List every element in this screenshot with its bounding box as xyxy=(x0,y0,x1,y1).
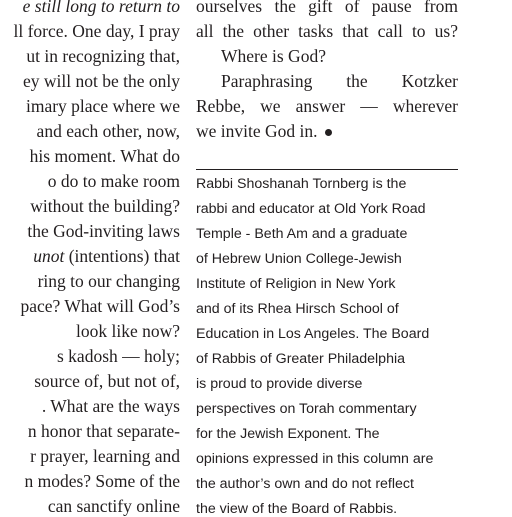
left-line-12: ring to our changing xyxy=(37,271,180,291)
left-line-14: look like now? xyxy=(75,321,180,341)
right-line-2: all the other tasks that call to us? xyxy=(196,21,458,41)
bio-line-3: Temple - Beth Am and a graduate xyxy=(196,226,408,242)
bio-line-9: is proud to provide diverse xyxy=(196,376,363,392)
bio-line-13: the author’s own and do not reflect xyxy=(196,476,414,492)
left-line-1 xyxy=(23,0,180,17)
right-line-1: ourselves the gift of pause from xyxy=(196,0,458,16)
bio-line-6: and of its Rhea Hirsch School of xyxy=(196,301,399,317)
left-line-20: n modes? Some of the xyxy=(24,471,180,491)
left-line-2: ll force. One day, I pray xyxy=(13,21,180,41)
right-line-6 xyxy=(196,121,332,142)
left-line-1-text: e still long to return to xyxy=(22,0,180,16)
left-line-6: and each other, now, xyxy=(36,121,180,141)
left-line-7: his moment. What do xyxy=(29,146,180,166)
bio-line-7: Education in Los Angeles. The Board xyxy=(196,326,430,342)
right-line-3: Where is God? xyxy=(221,46,326,66)
left-line-13: pace? What will God’s xyxy=(20,296,180,316)
bio-line-14: the view of the Board of Rabbis. xyxy=(196,501,398,517)
left-line-19: r prayer, learning and xyxy=(30,446,180,466)
bio-line-8: of Rabbis of Greater Philadelphia xyxy=(196,351,405,367)
left-line-11: unot (intentions) that xyxy=(33,246,180,266)
left-line-17: . What are the ways xyxy=(41,396,180,416)
right-line-5: Rebbe, we answer — wherever xyxy=(196,96,458,116)
left-line-9: without the building? xyxy=(30,196,180,216)
bio-divider-rule xyxy=(196,169,458,170)
bio-line-4: of Hebrew Union College-Jewish xyxy=(196,251,402,267)
bio-line-5: Institute of Religion in New York xyxy=(196,276,396,292)
left-line-5: imary place where we xyxy=(25,96,180,116)
left-line-18: n honor that separate- xyxy=(27,421,180,441)
left-line-21: can sanctify online xyxy=(47,496,180,516)
end-of-article-bullet-icon xyxy=(325,129,332,136)
bio-line-2: rabbi and educator at Old York Road xyxy=(196,201,426,217)
right-line-4: Paraphrasing the Kotzker xyxy=(221,71,458,91)
left-line-8: o do to make room xyxy=(47,171,180,191)
bio-line-10: perspectives on Torah commentary xyxy=(196,401,417,417)
left-line-3: ut in recognizing that, xyxy=(26,46,180,66)
left-line-16: source of, but not of, xyxy=(34,371,180,391)
right-line-6-text: we invite God in. xyxy=(196,121,318,141)
left-line-10: the God-inviting laws xyxy=(27,221,180,241)
bio-line-1: Rabbi Shoshanah Tornberg is the xyxy=(196,176,407,192)
bio-line-11: for the Jewish Exponent. The xyxy=(196,426,380,442)
left-line-15: s kadosh — holy; xyxy=(57,346,180,366)
left-line-4: ey will not be the only xyxy=(23,71,180,91)
bio-line-12: opinions expressed in this column are xyxy=(196,451,434,467)
